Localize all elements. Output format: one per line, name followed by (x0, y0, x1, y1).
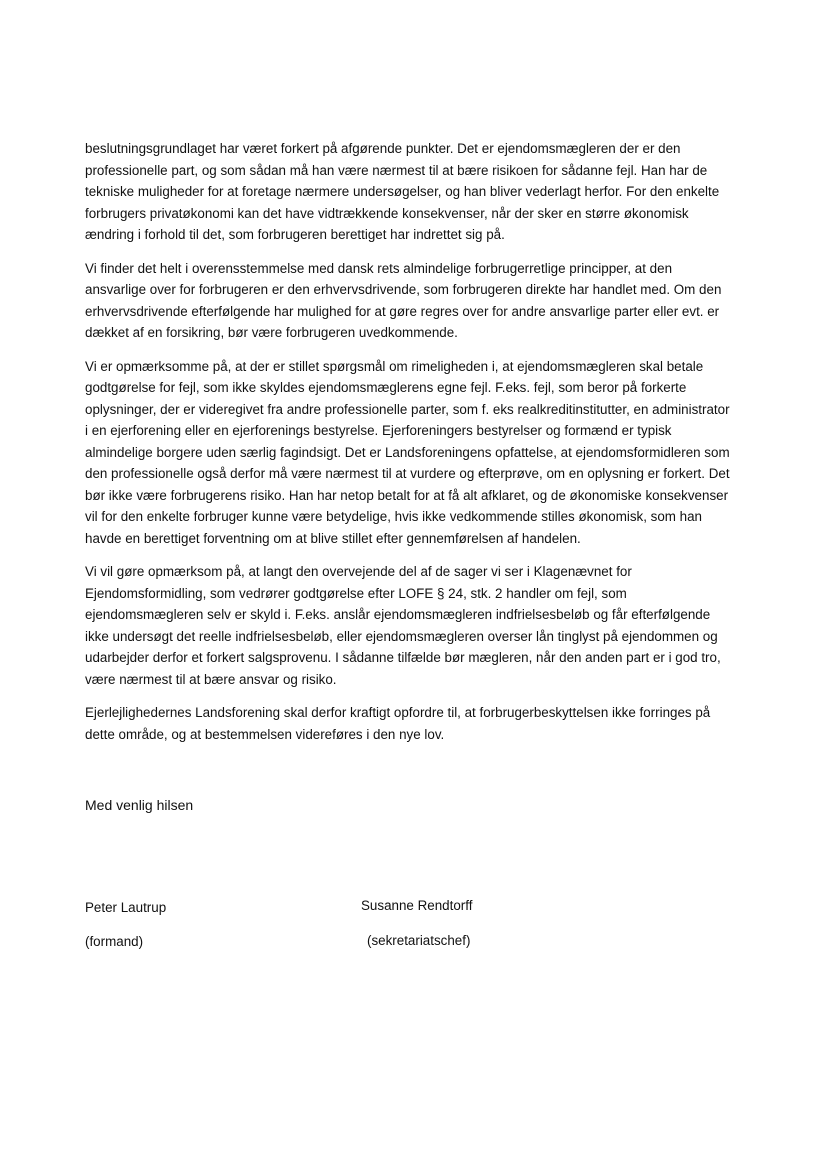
signatory-role-1: (formand) (85, 934, 144, 949)
paragraph-4: Vi vil gøre opmærksom på, at langt den overvejende del af de sager vi ser i Klagenævnet for Ejendomsformidling, som vedrører godtgørelse efter LOFE § 24, stk. 2 handler om fejl, som ejendomsmægleren selv er skyld i. F.eks. anslår ejendomsmægleren indfrielsesbeløb og får efterfølgende ikke undersøgt det reelle indfrielsesbeløb, eller ejendomsmægleren overser lån tinglyst på ejendommen og udarbejder derfor et forkert salgsprovenu. I sådanne tilfælde bør mægleren, når den anden part er i god tro, være nærmest til at bære ansvar og risiko. (85, 564, 721, 687)
paragraph-1: beslutningsgrundlaget har været forkert på afgørende punkter. Det er ejendomsmægleren der er den professionelle part, og som sådan må han være nærmest til at bære risikoen for sådanne fejl. Han har de tekniske muligheder for at foretage nærmere undersøgelser, og han bliver vederlagt herfor. For den enkelte forbrugers privatøkonomi kan det have vidtrækkende konsekvenser, når der sker en større økonomisk ændring i forhold til det, som forbrugeren berettiget har indrettet sig på. (85, 141, 720, 242)
signatory-name-1: Peter Lautrup (85, 900, 167, 915)
letter-body (85, 138, 735, 757)
signatory-role-2: (sekretariatschef) (367, 933, 471, 948)
signatory-name-2: Susanne Rendtorff (361, 898, 473, 913)
paragraph-2: Vi finder det helt i overensstemmelse med dansk rets almindelige forbrugerretlige principper, at den ansvarlige over for forbrugeren er den erhvervsdrivende, som forbrugeren direkte har handlet med. Om den erhvervsdrivende efterfølgende har mulighed for at gøre regres over for andre ansvarlige parter eller evt. er dækket af en forsikring, bør være forbrugeren uvedkommende. (85, 260, 722, 340)
closing-greeting: Med venlig hilsen (85, 797, 194, 813)
paragraph-3: Vi er opmærksomme på, at der er stillet spørgsmål om rimeligheden i, at ejendomsmægleren skal betale godtgørelse for fejl, som ikke skyldes ejendomsmæglerens egne fejl. F.eks. fejl, som beror på forkerte oplysninger, der er videregivet fra andre professionelle parter, som f. eks realkreditinstitutter, en administrator i en ejerforening eller en ejerforenings bestyrelse. Ejerforeningers bestyrelser og formænd er typisk almindelige borgere uden særlig fagindsigt. Det er Landsforeningens opfattelse, at ejendomsformidleren som den professionelle også derfor må være nærmest til at vurdere og efterprøve, om en oplysning er forkert. Det bør ikke være forbrugerens risiko. Han har netop betalt for at få alt afklaret, og de økonomiske konsekvenser vil for den enkelte forbruger kunne være betydelige, hvis ikke vedkommende stilles økonomisk, som han havde en berettiget forventning om at blive stillet efter gennemførelsen af handelen. (85, 358, 730, 546)
paragraph-5: Ejerlejlighedernes Landsforening skal derfor kraftigt opfordre til, at forbrugerbeskyttelsen ikke forringes på dette område, og at bestemmelsen videreføres i den nye lov. (85, 705, 711, 742)
